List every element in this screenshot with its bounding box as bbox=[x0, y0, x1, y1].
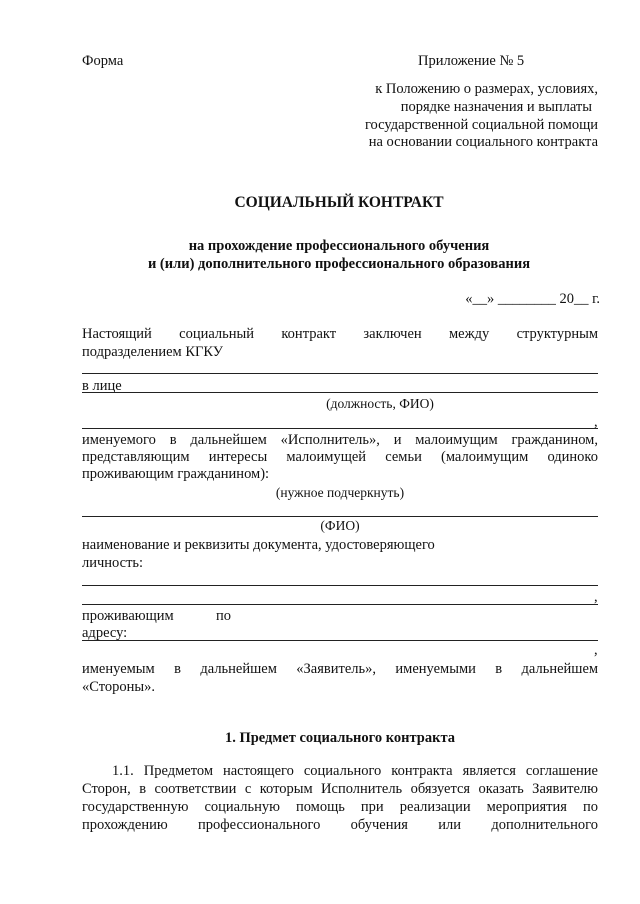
word: Настоящий bbox=[82, 326, 152, 342]
applicant-line bbox=[82, 660, 598, 678]
form-label: Форма bbox=[82, 53, 124, 69]
underline-caption: (нужное подчеркнуть) bbox=[275, 485, 405, 500]
paragraph-line: прохождению профессионального обучения или дополнительного bbox=[82, 817, 598, 833]
residing-label: по bbox=[216, 608, 232, 624]
document-label: личность: bbox=[82, 555, 144, 571]
executor-line bbox=[82, 448, 598, 466]
word: именуемым bbox=[82, 661, 155, 677]
word: контракт bbox=[281, 326, 337, 342]
word: малоимущей bbox=[286, 449, 367, 465]
word: дальнейшем bbox=[200, 661, 277, 677]
appendix-title: Приложение № 5 bbox=[418, 53, 525, 69]
address-label: адресу: bbox=[82, 625, 128, 641]
word: «Заявитель», bbox=[296, 661, 377, 677]
applicant-line: «Стороны». bbox=[82, 679, 156, 695]
word: в bbox=[495, 661, 503, 677]
word: интересы bbox=[208, 449, 268, 465]
intro-line bbox=[82, 325, 598, 343]
position-name-caption: (должность, ФИО) bbox=[326, 396, 434, 411]
date-line: «__» ________ 20__ г. bbox=[465, 291, 600, 307]
paragraph-line: государственную социальную помощь при реализации мероприятия по bbox=[82, 799, 598, 815]
executor-line: именуемого в дальнейшем «Исполнитель», и малоимущим гражданином, bbox=[82, 432, 598, 448]
fio-caption: (ФИО) bbox=[320, 518, 360, 533]
comma: , bbox=[594, 642, 598, 658]
paragraph-line: 1.1. Предметом настоящего социального контракта является соглашение bbox=[112, 763, 598, 779]
fill-line[interactable] bbox=[82, 640, 598, 641]
paragraph-line: Сторон, в соответствии с которым Исполнитель обязуется оказать Заявителю bbox=[82, 781, 598, 797]
appendix-line: государственной социальной помощи bbox=[364, 117, 598, 133]
word: одиноко bbox=[547, 449, 598, 465]
word: именуемыми bbox=[395, 661, 476, 677]
executor-line: проживающим гражданином): bbox=[82, 466, 270, 482]
fill-line[interactable] bbox=[82, 373, 598, 374]
appendix-line: порядке назначения и выплаты bbox=[400, 99, 592, 115]
in-person-label: в лице bbox=[82, 378, 122, 394]
document-title: СОЦИАЛЬНЫЙ КОНТРАКТ bbox=[234, 194, 444, 211]
word: семьи bbox=[385, 449, 422, 465]
word: представляющим bbox=[82, 449, 190, 465]
word: между bbox=[448, 326, 490, 342]
word: в bbox=[174, 661, 181, 677]
word: заключен bbox=[363, 326, 422, 342]
word: (малоимущим bbox=[441, 449, 529, 465]
appendix-line: к Положению о размерах, условиях, bbox=[375, 81, 598, 97]
document-subtitle-line: на прохождение профессионального обучения bbox=[188, 238, 490, 254]
word: структурным bbox=[516, 326, 598, 342]
intro-line: подразделением КГКУ bbox=[82, 344, 224, 360]
comma: , bbox=[594, 414, 598, 430]
word: социальный bbox=[179, 326, 255, 342]
residing-label: проживающим bbox=[82, 608, 174, 624]
appendix-line: на основании социального контракта bbox=[368, 134, 598, 150]
document-label: наименование и реквизиты документа, удостоверяющего bbox=[82, 537, 435, 553]
word: дальнейшем bbox=[521, 661, 599, 677]
fill-line[interactable] bbox=[82, 585, 598, 586]
fill-line[interactable] bbox=[82, 604, 598, 605]
fill-line[interactable] bbox=[82, 392, 598, 393]
fill-line[interactable] bbox=[82, 428, 598, 429]
section-heading: 1. Предмет социального контракта bbox=[224, 730, 456, 746]
comma: , bbox=[594, 589, 598, 605]
document-subtitle-line: и (или) дополнительного профессионального образования bbox=[147, 256, 531, 272]
